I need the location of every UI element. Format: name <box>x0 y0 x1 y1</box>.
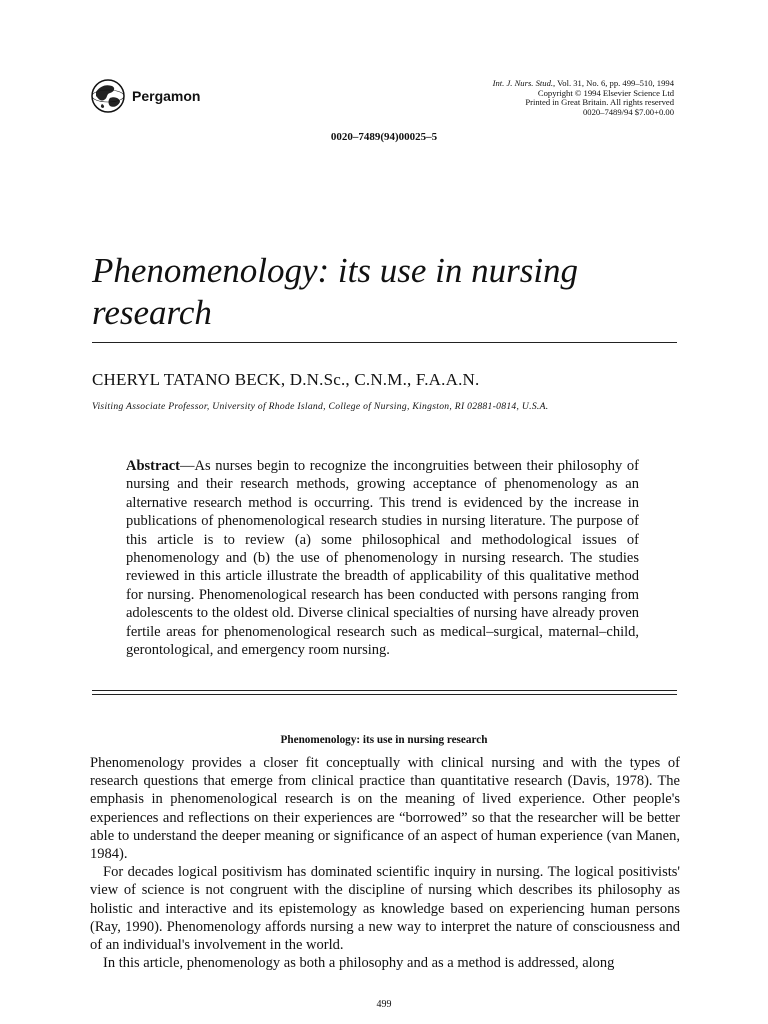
body-paragraph: Phenomenology provides a closer fit conceptually with clinical nursing and with the types of research questions that emerge from clinical practice than quantitative research (Davis, 1978). The emphasis in phenomenological research is on the meaning of lived experience. Other people's experiences and reflections on their experiences are “borrowed” so that the researcher will be better able to understand the deeper meaning or significance of an aspect of human experience (van Manen, 1984). <box>90 755 680 863</box>
abstract-divider-bottom <box>92 694 677 695</box>
body-paragraph: In this article, phenomenology as both a philosophy and as a method is addressed, along <box>103 955 615 972</box>
body-text <box>90 754 680 972</box>
title-divider <box>92 342 677 343</box>
author-affiliation: Visiting Associate Professor, University of Rhode Island, College of Nursing, Kingston, RI 02881-0814, U.S.A. <box>92 401 549 412</box>
printed-line: Printed in Great Britain. All rights reserved <box>525 97 674 108</box>
body-paragraph: For decades logical positivism has dominated scientific inquiry in nursing. The logical positivists' view of science is not congruent with the discipline of nursing which describes its philosophy as holistic and interactive and its epistemology as knowledge based on experiencing human persons (Ray, 1990). Phenomenology affords nursing a new way to interpret the nature of consciousness and of an individual's involvement in the world. <box>90 864 680 954</box>
price-code-line: 0020–7489/94 $7.00+0.00 <box>582 106 674 117</box>
abstract-text: —As nurses begin to recognize the incongruities between their philosophy of nursing and their research methods, growing acceptance of phenomenology as an alternative research method is occurring. This trend is evidenced by the increase in publications of phenomenological research studies in nursing literature. The purpose of this article is to review (a) some philosophical and methodological issues of phenomenology and (b) the use of phenomenology in nursing research. The studies reviewed in this article illustrate the breadth of applicability of this qualitative method for nursing. Phenomenological research has been conducted with persons ranging from adolescents to the oldest old. Diverse clinical specialties of nursing have already proven fertile areas for phenomenological research such as medical–surgical, maternal–child, gerontological, and emergency room nursing. <box>126 458 639 659</box>
doi-code: 0020–7489(94)00025–5 <box>330 131 438 143</box>
pergamon-globe-icon <box>90 78 126 114</box>
page-number: 499 <box>376 999 392 1010</box>
abstract-divider-top <box>92 690 677 691</box>
copyright-line: Copyright © 1994 Elsevier Science Ltd <box>537 87 674 98</box>
article-title: Phenomenology: its use in nursing research <box>92 251 579 332</box>
section-heading: Phenomenology: its use in nursing research <box>280 734 488 746</box>
author-name: CHERYL TATANO BECK, D.N.Sc., C.N.M., F.A.A.N. <box>92 370 480 389</box>
journal-info <box>493 79 674 117</box>
volume-pages: , Vol. 31, No. 6, pp. 499–510, 1994 <box>553 78 674 88</box>
journal-abbrev: Int. J. Nurs. Stud. <box>492 78 554 88</box>
abstract <box>126 457 639 659</box>
publisher-name: Pergamon <box>132 88 201 104</box>
publisher-logo <box>90 78 200 114</box>
abstract-label: Abstract <box>126 458 180 474</box>
